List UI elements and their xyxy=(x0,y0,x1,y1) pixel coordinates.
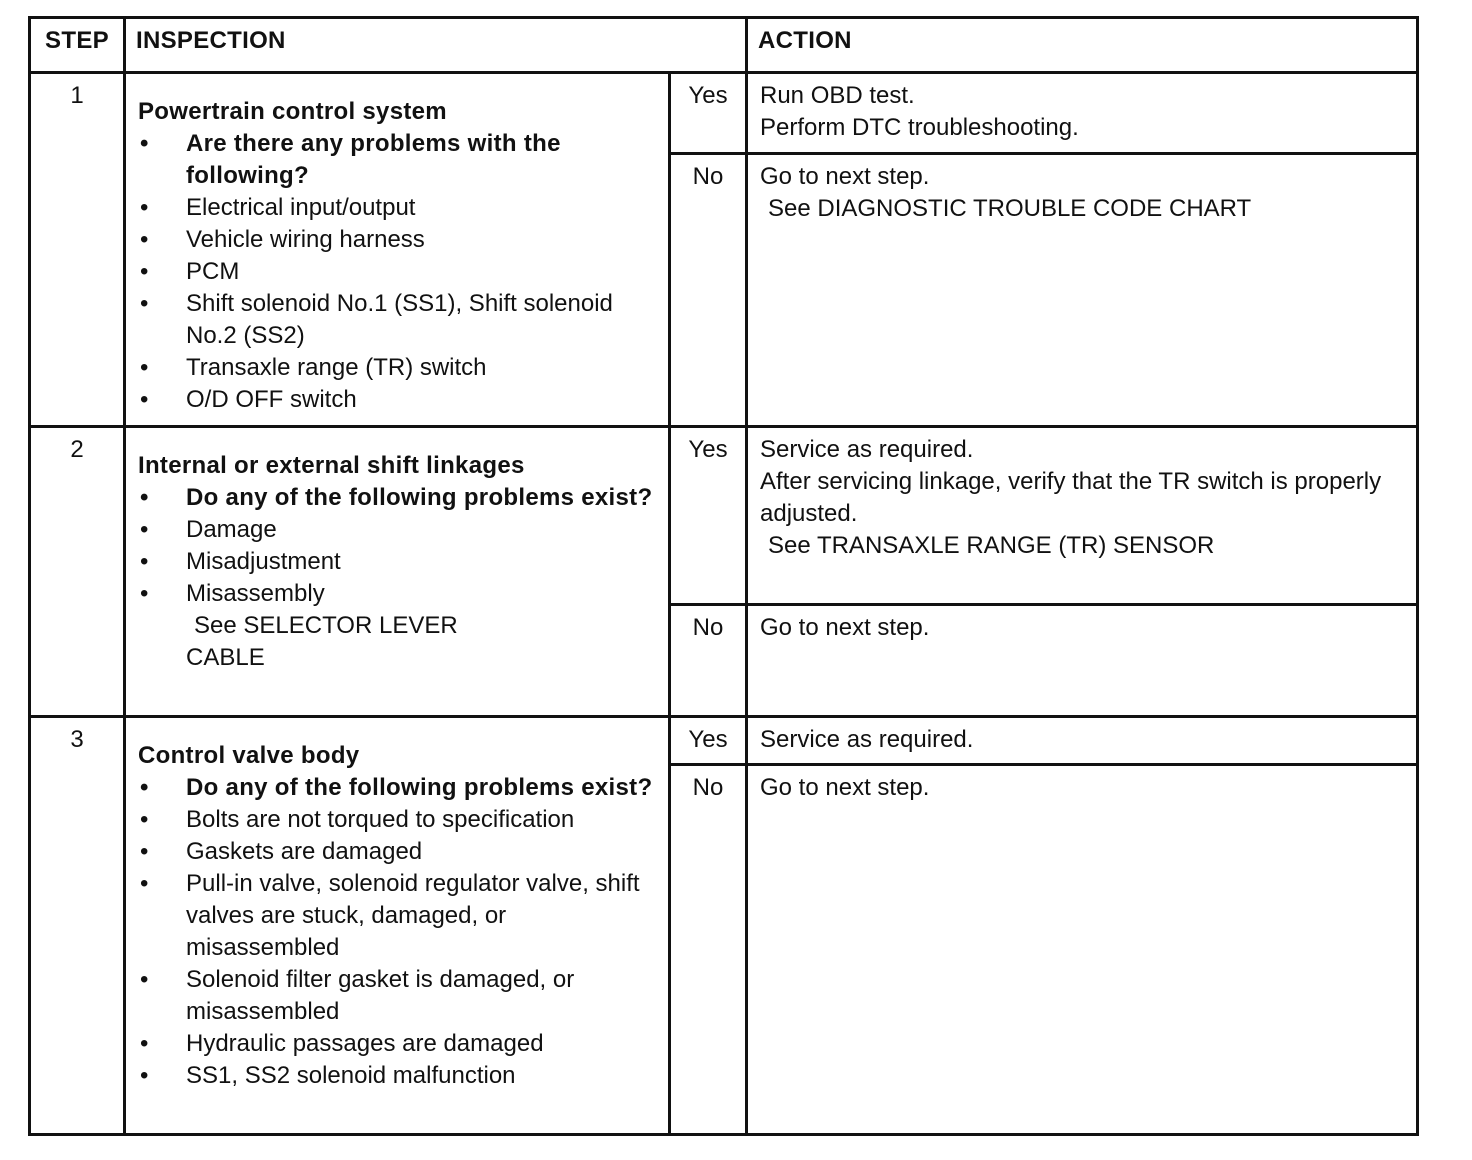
step-2-list xyxy=(138,482,658,610)
step-3-yes-row xyxy=(30,717,1418,765)
see-ref-text: SELECTOR LEVER xyxy=(243,612,458,639)
list-item: • SS1, SS2 solenoid malfunction xyxy=(138,1060,658,1092)
action-text: Run OBD test. xyxy=(760,82,915,109)
step-1-question: • Are there any problems with the following? xyxy=(138,128,658,192)
list-item: • Solenoid filter gasket is damaged, or misassembled xyxy=(138,964,658,1028)
see-ref-continued: CABLE xyxy=(186,644,265,671)
list-item: • Vehicle wiring harness xyxy=(138,224,658,256)
action-text: Service as required. xyxy=(760,726,974,753)
action-text: Service as required. xyxy=(760,436,974,463)
troubleshooting-page xyxy=(28,16,1416,1136)
step-1-yes-label: Yes xyxy=(670,73,747,154)
step-3-yes-label: Yes xyxy=(670,717,747,765)
list-item: • Gaskets are damaged xyxy=(138,836,658,868)
step-1-inspection xyxy=(125,73,670,427)
list-item: • PCM xyxy=(138,256,658,288)
list-item: • Electrical input/output xyxy=(138,192,658,224)
table-header-row xyxy=(30,18,1418,73)
step-3-yes-action xyxy=(747,717,1418,765)
see-word: See xyxy=(194,612,237,639)
list-item: • Misassembly xyxy=(138,578,658,610)
step-2-yes-label: Yes xyxy=(670,427,747,605)
step-2-see-reference[interactable] xyxy=(138,610,658,642)
step-1-yes-row xyxy=(30,73,1418,154)
step-2-question: • Do any of the following problems exist? xyxy=(138,482,658,514)
list-item: • Damage xyxy=(138,514,658,546)
list-item: • Pull-in valve, solenoid regulator valve, shift valves are stuck, damaged, or misassembled xyxy=(138,868,658,964)
step-2-yes-action xyxy=(747,427,1418,605)
step-2-inspection xyxy=(125,427,670,717)
step-3-question: • Do any of the following problems exist? xyxy=(138,772,658,804)
step-header: STEP xyxy=(30,18,125,73)
list-item: • Hydraulic passages are damaged xyxy=(138,1028,658,1060)
action-text: Go to next step. xyxy=(760,774,930,801)
step-2-no-label: No xyxy=(670,605,747,717)
step-3-list xyxy=(138,772,658,1092)
list-item: • Bolts are not torqued to specification xyxy=(138,804,658,836)
step-3-title: Control valve body xyxy=(138,742,360,769)
action-text: Go to next step. xyxy=(760,163,930,190)
step-2-yes-row xyxy=(30,427,1418,605)
step-1-title: Powertrain control system xyxy=(138,98,447,125)
action-text: After servicing linkage, verify that the TR switch is properly adjusted. xyxy=(760,468,1382,527)
step-3-no-action xyxy=(747,765,1418,1135)
reference-link[interactable]: See DIAGNOSTIC TROUBLE CODE CHART xyxy=(768,195,1252,222)
inspection-header: INSPECTION xyxy=(125,18,747,73)
list-item: • O/D OFF switch xyxy=(138,384,658,416)
step-1-no-label: No xyxy=(670,154,747,427)
step-2-no-action xyxy=(747,605,1418,717)
action-text: Perform DTC troubleshooting. xyxy=(760,114,1079,141)
step-3-no-label: No xyxy=(670,765,747,1135)
list-item: • Transaxle range (TR) switch xyxy=(138,352,658,384)
reference-link[interactable]: See TRANSAXLE RANGE (TR) SENSOR xyxy=(768,532,1215,559)
list-item: • Shift solenoid No.1 (SS1), Shift solenoid No.2 (SS2) xyxy=(138,288,658,352)
step-3-number: 3 xyxy=(30,717,125,1135)
step-1-list xyxy=(138,128,658,416)
step-1-yes-action xyxy=(747,73,1418,154)
step-2-number: 2 xyxy=(30,427,125,717)
diagnostic-table xyxy=(28,16,1419,1136)
list-item: • Misadjustment xyxy=(138,546,658,578)
action-header: ACTION xyxy=(747,18,1418,73)
action-text: Go to next step. xyxy=(760,614,930,641)
step-1-number: 1 xyxy=(30,73,125,427)
step-2-title: Internal or external shift linkages xyxy=(138,452,525,479)
step-3-inspection xyxy=(125,717,670,1135)
step-1-no-action xyxy=(747,154,1418,427)
